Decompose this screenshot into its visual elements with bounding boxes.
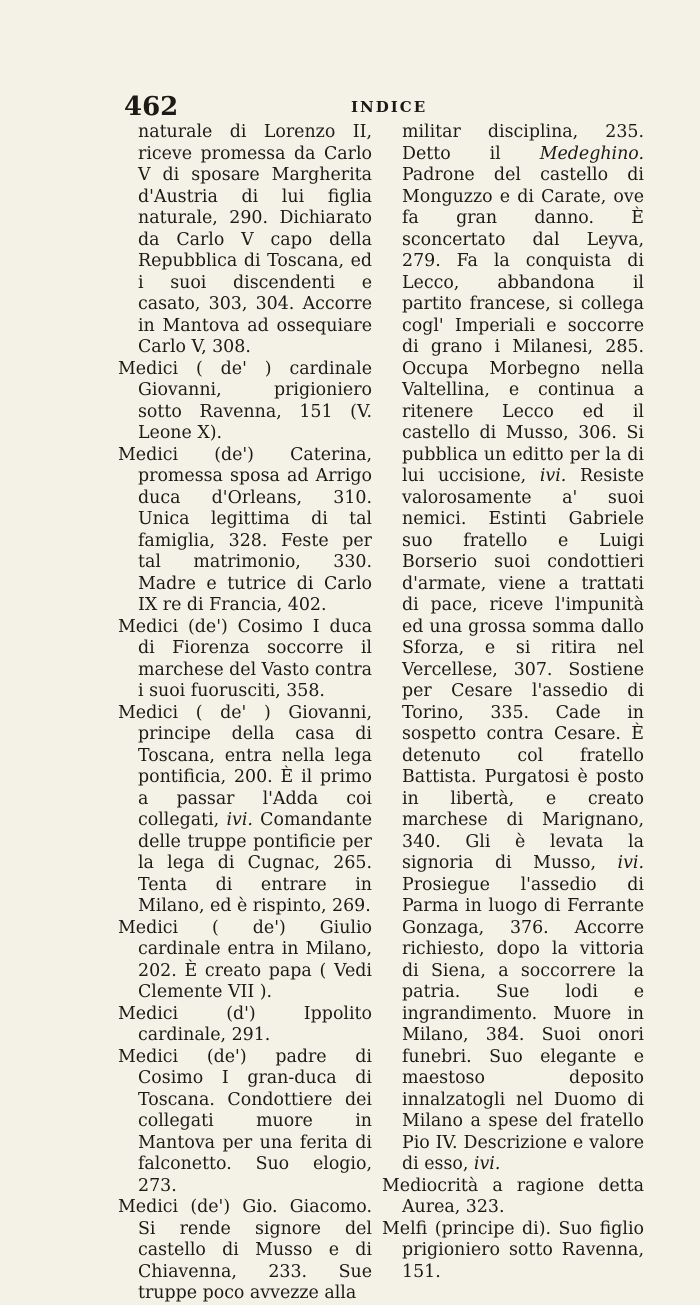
index-entry: Medici ( de') Giulio cardinale entra in Milano, 202. È creato papa ( Vedi Clemente VII ).	[118, 917, 372, 1002]
entry-text: Resiste valorosamente a' suoi nemici. Estinti Gabriele suo fratello e Luigi Borserio suoi condottieri d'armate, viene a trattati di pace, riceve l'impunità ed una grossa somma dallo Sforza, e si ritira nel Vercellese, 307. Sostiene per Cesare l'assedio di Torino, 335. Cade in sospetto contra Cesare. È detenuto col fratello Battista. Purgatosi è posto in libertà, e creato marchese di Marignano, 340. Gli è levata la signoria di Musso,	[402, 466, 645, 873]
index-entry: Medici ( de' ) cardinale Giovanni, prigioniero sotto Ravenna, 151 (V. Leone X).	[118, 358, 372, 443]
index-entry: Medici (de') Caterina, promessa sposa ad Arrigo duca d'Orleans, 310. Unica legittima di tal famiglia, 328. Feste per tal matrimonio, 330. Madre e tutrice di Carlo IX re di Francia, 402.	[118, 444, 372, 615]
index-entry: Medici (de') padre di Cosimo I gran-duca di Toscana. Condottiere dei collegati muore in Mantova per una ferita di falconetto. Suo elogio, 273.	[118, 1046, 372, 1196]
entry-text: Prosiegue l'assedio di Parma in luogo di Ferrante Gonzaga, 376. Accorre richiesto, dopo la vittoria di Siena, a soccorrere la patria. Sue lodi e ingrandimento. Muore in Milano, 384. Suoi onori funebri. Suo elegante e maestoso deposito innalzatogli nel Duomo di Milano a spese del fratello Pio IV. Descrizione e valore di esso,	[402, 874, 644, 1174]
left-column	[118, 122, 372, 1305]
index-entry: Medici (de') Gio. Giacomo. Si rende signore del castello di Musso e di Chiavenna, 233. Sue truppe poco avvezze alla	[118, 1197, 372, 1303]
page-number: 462	[124, 92, 179, 122]
ivi-reference: ivi.	[617, 853, 645, 873]
running-title: INDICE	[351, 98, 428, 116]
index-entry-continuation: naturale di Lorenzo II, riceve promessa da Carlo V di sposare Margherita d'Austria di lui figlia naturale, 290. Dichiarato da Carlo V capo della Repubblica di Toscana, ed i suoi discendenti e casato, 303, 304. Accorre in Mantova ad ossequiare Carlo V, 308.	[138, 122, 372, 357]
page-header	[118, 92, 648, 122]
index-entry: Medici (de') Cosimo I duca di Fiorenza soccorre il marchese del Vasto contra i suoi fuorusciti, 358.	[118, 616, 372, 701]
right-column	[382, 122, 644, 1283]
medeghino-name: Medeghino.	[539, 143, 644, 164]
index-entry	[118, 703, 372, 918]
ivi-reference: ivi.	[473, 1154, 501, 1174]
entry-text: militar disciplina, 235. Detto il	[402, 122, 644, 164]
entry-text: Medici ( de' ) Giovanni, principe della casa di Toscana, entra nella lega pontificia, 200. È il primo a passar l'Adda coi collegati,	[118, 702, 372, 830]
index-entry: Mediocrità a ragione detta Aurea, 323.	[382, 1175, 644, 1217]
index-entry: Melfi (principe di). Suo figlio prigioniero sotto Ravenna, 151.	[382, 1218, 644, 1282]
ivi-reference: ivi.	[539, 466, 567, 486]
index-entry: Medici (d') Ippolito cardinale, 291.	[118, 1003, 372, 1045]
index-entry-continuation	[382, 122, 644, 1176]
entry-text: Comandante delle truppe pontificie per la lega di Cugnac, 265. Tenta di entrare in Milano, ed è rispinto, 269.	[138, 810, 372, 916]
ivi-reference: ivi.	[226, 810, 253, 830]
entry-text: Padrone del castello di Monguzzo e di Carate, ove fa gran danno. È sconcertato dal Leyva, 279. Fa la conquista di Lecco, abbandona il partito francese, si collega cogl' Imperiali e soccorre di grano i Milanesi, 285. Occupa Morbegno nella Valtellina, e continua a ritenere Lecco ed il castello di Musso, 306. Si pubblica un editto per la di lui uccisione,	[402, 165, 644, 486]
